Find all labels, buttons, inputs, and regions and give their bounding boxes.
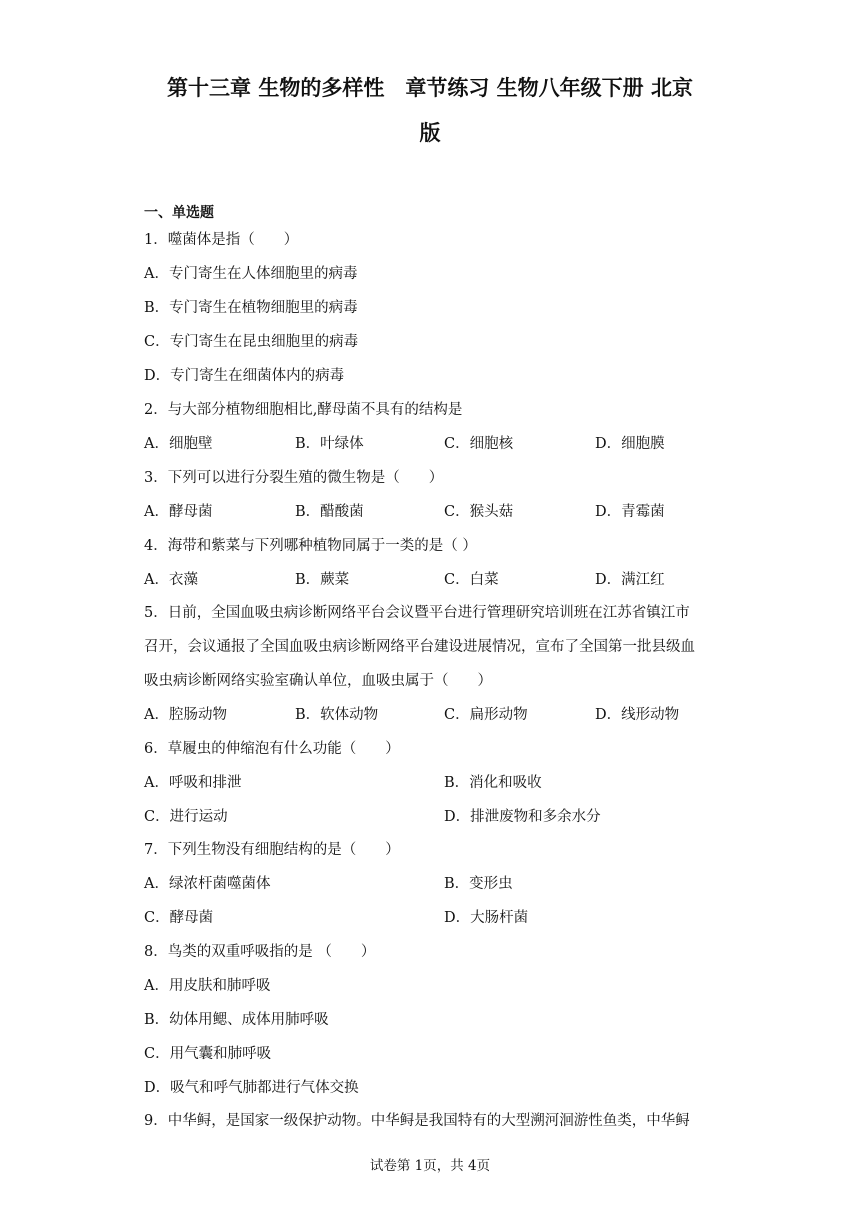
question-7-option-d: D．大肠杆菌 [444, 910, 529, 926]
question-1-option-c: C．专门寄生在昆虫细胞里的病毒 [144, 334, 359, 350]
page-title-continued: 版 [419, 121, 441, 145]
question-1-option-d: D．专门寄生在细菌体内的病毒 [144, 368, 345, 384]
question-2-stem: 2．与大部分植物细胞相比,酵母菌不具有的结构是 [144, 402, 463, 418]
question-5-option-a: A．腔肠动物 [144, 707, 227, 723]
question-6-option-c: C．进行运动 [144, 809, 228, 825]
page-title: 第十三章 生物的多样性 章节练习 生物八年级下册 北京 [167, 76, 693, 100]
question-6-stem: 6．草履虫的伸缩泡有什么功能（ ） [144, 741, 400, 757]
question-8-option-a: A．用皮肤和肺呼吸 [144, 978, 271, 994]
question-6-option-d: D．排泄废物和多余水分 [444, 809, 601, 825]
section-heading: 一、单选题 [144, 205, 214, 221]
question-8-option-c: C．用气囊和肺呼吸 [144, 1046, 272, 1062]
question-7-option-c: C．酵母菌 [144, 910, 214, 926]
question-4-stem: 4．海带和紫菜与下列哪种植物同属于一类的是（ ） [144, 538, 477, 554]
question-5-stem-line-2: 召开，会议通报了全国血吸虫病诊断网络平台建设进展情况，宣布了全国第一批县级血 [144, 639, 695, 655]
question-7-stem: 7．下列生物没有细胞结构的是（ ） [144, 842, 400, 858]
question-4-option-d: D．满江红 [595, 572, 665, 588]
question-5-option-b: B．软体动物 [295, 707, 379, 723]
question-2-option-c: C．细胞核 [444, 436, 514, 452]
question-4-option-a: A．衣藻 [144, 572, 198, 588]
question-7-option-b: B．变形虫 [444, 876, 513, 892]
question-5-stem-line-3: 吸虫病诊断网络实验室确认单位，血吸虫属于（ ） [144, 673, 492, 689]
page-footer: 试卷第 1页，共 4页 [369, 1158, 491, 1174]
question-1-option-b: B．专门寄生在植物细胞里的病毒 [144, 300, 358, 316]
question-5-option-d: D．线形动物 [595, 707, 680, 723]
question-3-option-a: A．酵母菌 [144, 504, 213, 520]
question-8-stem: 8．鸟类的双重呼吸指的是 （ ） [144, 944, 376, 960]
question-4-option-b: B．蕨菜 [295, 572, 350, 588]
question-2-option-d: D．细胞膜 [595, 436, 665, 452]
question-4-option-c: C．白菜 [444, 572, 499, 588]
question-7-option-a: A．绿浓杆菌噬菌体 [144, 876, 271, 892]
question-6-option-b: B．消化和吸收 [444, 775, 542, 791]
question-2-option-b: B．叶绿体 [295, 436, 364, 452]
question-5-stem-line-1: 5．日前，全国血吸虫病诊断网络平台会议暨平台进行管理研究培训班在江苏省镇江市 [144, 605, 690, 621]
question-2-option-a: A．细胞壁 [144, 436, 213, 452]
question-6-option-a: A．呼吸和排泄 [144, 775, 242, 791]
question-3-stem: 3．下列可以进行分裂生殖的微生物是（ ） [144, 470, 444, 486]
question-8-option-d: D．吸气和呼气肺都进行气体交换 [144, 1080, 359, 1096]
question-1-stem: 1．噬菌体是指（ ） [144, 232, 299, 248]
question-3-option-b: B．醋酸菌 [295, 504, 364, 520]
question-3-option-d: D．青霉菌 [595, 504, 665, 520]
question-8-option-b: B．幼体用鳃、成体用肺呼吸 [144, 1012, 329, 1028]
question-5-option-c: C．扁形动物 [444, 707, 528, 723]
question-1-option-a: A．专门寄生在人体细胞里的病毒 [144, 266, 358, 282]
question-3-option-c: C．猴头菇 [444, 504, 514, 520]
question-9-stem-line-1: 9．中华鲟，是国家一级保护动物。中华鲟是我国特有的大型溯河洄游性鱼类，中华鲟 [144, 1113, 690, 1129]
